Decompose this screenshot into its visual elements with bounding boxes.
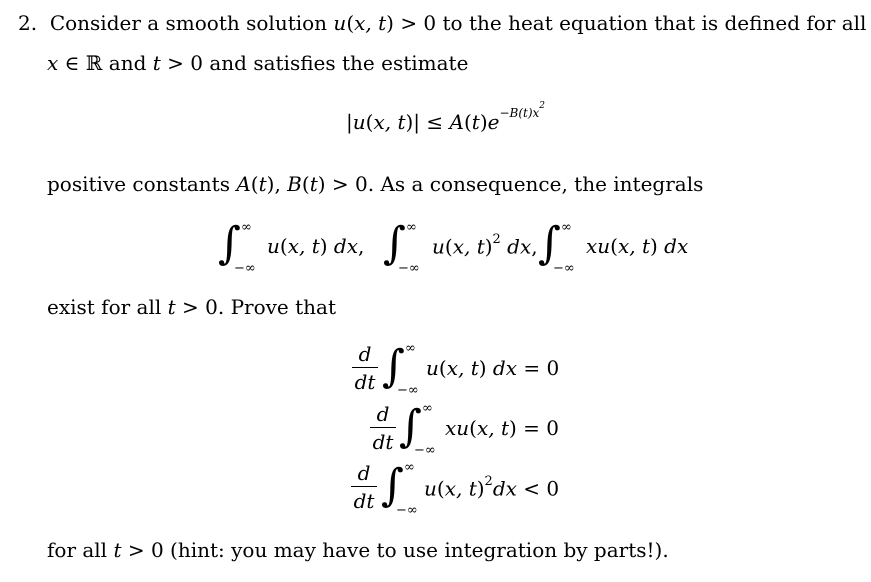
problem-number: 2. <box>18 11 38 35</box>
problem-line-1: 2. Consider a smooth solution u(x, t) > 0 to the heat equation that is defined for all <box>18 11 867 35</box>
claim-integral-1: ∫ <box>382 341 405 392</box>
upper-limit-3: ∞ <box>561 220 572 235</box>
problem-line-4: exist for all t > 0. Prove that <box>47 295 336 319</box>
integral-sign-2: ∫ <box>383 218 406 269</box>
upper-limit-2: ∞ <box>406 220 417 235</box>
integral-sign-3: ∫ <box>538 218 561 269</box>
lower-limit-2: −∞ <box>398 261 420 276</box>
claim-integral-2: ∫ <box>399 401 422 452</box>
problem-line-2: x ∈ ℝ and t > 0 and satisfies the estimate <box>47 51 469 75</box>
claim-integral-3: ∫ <box>381 460 404 511</box>
estimate-equation: |u(x, $t)| \le A(t)e^{-B(t)x^2}$ <box>346 101 546 134</box>
lower-limit-3: −∞ <box>553 261 575 276</box>
derivative-fraction-2: d dt <box>370 404 396 452</box>
claim-3: u(x, t)$^2$dx < 0 <box>424 474 560 501</box>
problem-line-5: for all t > 0 (hint: you may have to use integration by parts!). <box>47 538 669 562</box>
derivative-fraction-3: d dt <box>351 463 377 511</box>
integrand-2: u(x, t)$^2$ dx, <box>432 232 538 259</box>
problem-line-3: positive constants A(t), B(t) > 0. As a consequence, the integrals <box>47 172 704 196</box>
claim-2: xu(x, t) = 0 <box>445 416 560 440</box>
derivative-fraction-1: d dt <box>352 344 378 392</box>
integrand-1: u(x, t) dx, <box>267 234 365 258</box>
integral-sign-1: ∫ <box>218 218 241 269</box>
upper-limit-1: ∞ <box>241 220 252 235</box>
claim-1: u(x, t) dx = 0 <box>426 356 560 380</box>
lower-limit-1: −∞ <box>234 261 256 276</box>
integrand-3: xu(x, t) dx <box>586 234 689 258</box>
